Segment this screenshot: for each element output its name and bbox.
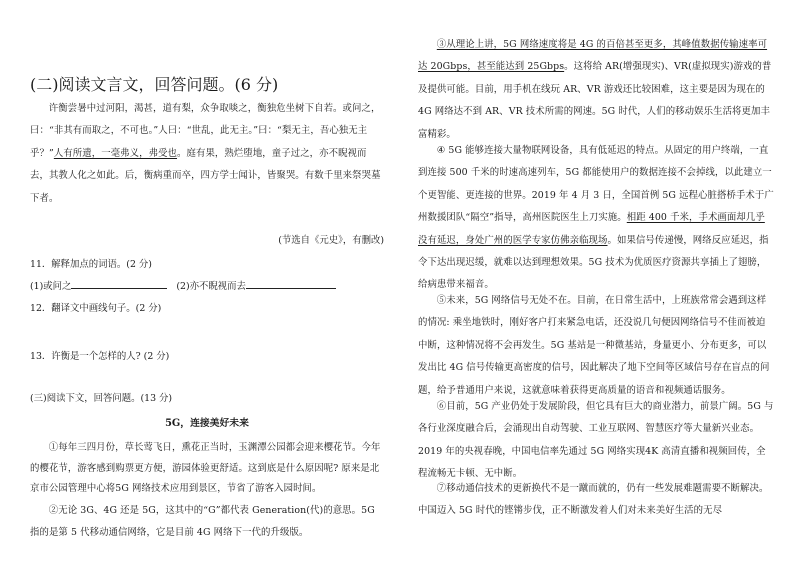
paragraph-1-text: ①每年三四月份，草长莺飞日，熏花正当时，玉渊潭公园都会迎来樱花节。今年的樱花节，游客感到购票更方便，游园体验更舒适。这到底是什么原因呢? 原来是北京市公园管理中心将5G 网络技术应用到景区，节省了游客入园时间。 [30,442,381,495]
paragraph-5-text: ⑤未来，5G 网络信号无处不在。目前，在日常生活中，上班族常常会遇到这样的情况: 乘坐地铁时，刚好客户打来紧急电话，还没说几句便因网络信号不佳而被迫中断，这种情况将不会再发生。5G 基站是一种微基站，身量更小、分布更多，可以发出比 4G 信号传输更高密度的信号，因此解决了地下空间等区域信号存在盲点的问题，给予普通用户来说，这就意味着获得更高质量的语音和视频通话服务。 [418,295,770,396]
question-12: 12．翻译文中画线句子。(2 分) [30,303,162,314]
q11-item-b: (2)亦不睨视而去 [176,281,246,292]
classical-text-b: 。庭有果，熟烂堕地，童子过之，亦不睨视而去，其教人化之如此。后，衡病重而卒，四方学士闻讣，皆聚哭。有数千里来祭哭墓下者。 [30,147,381,204]
paragraph-6 [418,396,774,486]
section3-heading: (三)阅读下文，回答问题。(13 分) [30,393,173,404]
paragraph-2 [30,500,384,545]
q11-item-a: (1)或问之 [30,281,72,292]
paragraph-4-text-b: 。如果信号传递慢，网络反应延迟，指令下达出现迟缓，就难以达到理想效果。5G 技术为优质医疗资源共享插上了翅膀，给病患带来福音。 [418,234,769,291]
question-13: 13．许衡是一个怎样的人? (2 分) [30,351,170,362]
classical-text-a: 许衡尝暑中过河阳，渴甚，道有梨，众争取啖之，衡独危坐树下自若。或问之，曰：“非其有而取之，不可也。”人曰：“世乱，此无主。”曰：“梨无主，吾心独无主乎？” [30,103,381,159]
paragraph-3 [418,34,774,146]
source-note: (节选自《元史》，有删改) [278,235,384,246]
paragraph-4-underlined: 相距 400 千米，手术画面却几乎没有延迟，身处广州的医学专家仿佛亲临现场 [418,212,765,246]
answer-blank-a[interactable] [71,278,167,289]
question-11: 11．解释加点的词语。(2 分) [30,259,152,270]
question-11-items [30,278,336,292]
paragraph-6-text: ⑥目前，5G 产业仍处于发展阶段，但它具有巨大的商业潜力，前景广阔。5G 与各行业深度融合后，会涌现出自动驾驶、工业互联网、智慧医疗等大量新兴业态。2019 年的央视春晚，中国电信率先通过 5G 网络实现4K 高清直播和视频回传，全程流畅无卡顿、无中断。 [418,401,774,480]
underlined-sentence: 人有所遗，一毫弗义，弗受也 [53,147,178,159]
paragraph-4 [418,140,774,297]
answer-blank-b[interactable] [246,278,336,289]
paragraph-3-underlined: ③从理论上讲，5G 网络速度将是 4G 的百倍甚至更多，其峰值数据传输速率可达 20Gbps，甚至能达到 25Gbps [418,39,768,73]
paragraph-4-text-a: ④ 5G 能够连接大量物联网设备，具有低延迟的特点。从固定的用户终端，一直到连接 500 千米的时速高速列车，5G 都能使用户的数据连接不会掉线，以此建立一个更智能、更连接的世界。2019 年 4 月 3 日，全国首例 5G 远程心脏搭桥手术于广州数援团队“隔空”指导，高州医院医生上刀实施。 [418,145,774,224]
paragraph-7 [418,478,774,523]
paragraph-3-rest: 。这将给 AR(增强现实)、VR(虚拟现实)游戏的普及提供可能。目前，用手机在线玩 AR、VR 游戏还比较困难，这主要是因为现在的4G 网络达不到 AR、VR 技术所需的网速。5G 时代，人们的移动娱乐生活将更加丰富精彩。 [418,61,772,140]
article-title: 5G，连接美好未来 [165,418,249,429]
classical-passage [30,98,384,210]
paragraph-2-text: ②无论 3G、4G 还是 5G，这其中的“G”都代表 Generation(代)的意思。5G 指的是第 5 代移动通信网络，它是目前 4G 网络下一代的升级版。 [30,505,375,539]
paragraph-5 [418,290,774,402]
paragraph-1 [30,438,384,500]
section2-heading: (二)阅读文言文，回答问题。(6 分) [30,75,279,94]
paragraph-7-text: ⑦移动通信技术的更新换代不是一蹴而就的，仍有一些发展难题需要不断解决。中国迈入 5G 时代的铿锵步伐，正不断激发着人们对未来美好生活的无尽 [418,483,769,517]
